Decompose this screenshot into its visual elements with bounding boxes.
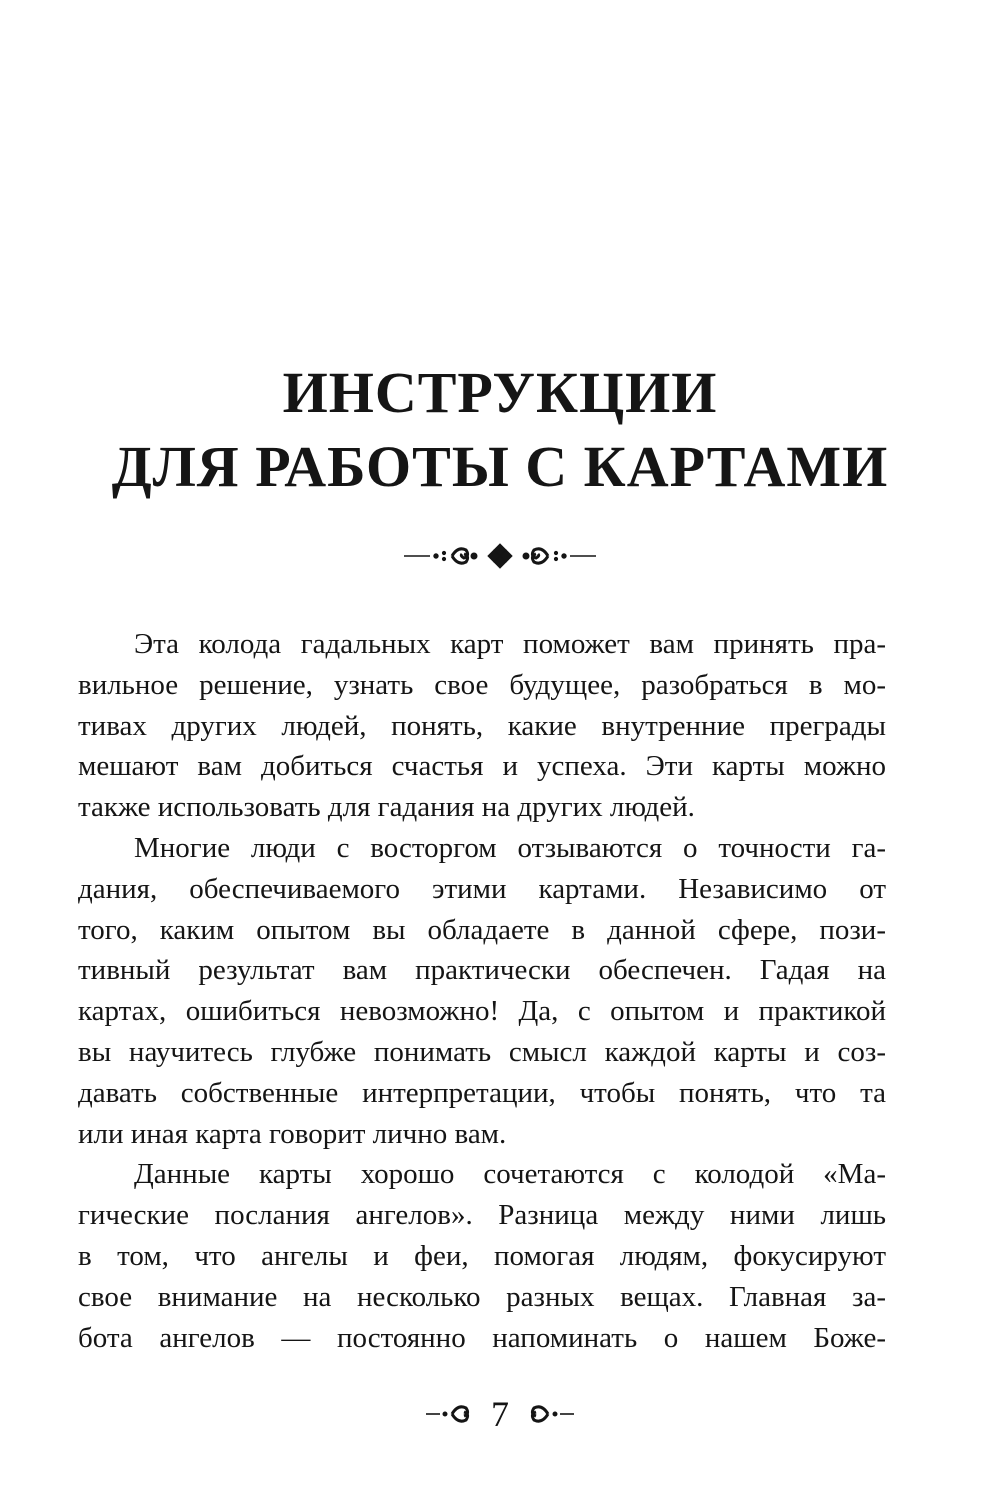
text-line: или иная карта говорит лично вам. (78, 1117, 507, 1150)
text-line: вы научитесь глубже понимать смысл каждой карты и соз- (78, 1035, 886, 1068)
text-line: в том, что ангелы и феи, помогая людям, фокусируют (78, 1239, 886, 1272)
text-line: Многие люди с восторгом отзываются о точности га- (134, 831, 886, 864)
chapter-title-line-1: ИНСТРУКЦИИ (282, 360, 718, 425)
paragraph-2 (78, 828, 886, 1154)
text-line: гические послания ангелов». Разница между ними лишь (78, 1199, 886, 1232)
text-line: тивах других людей, понять, какие внутренние преграды (78, 709, 886, 742)
text-line: также использовать для гадания на других людей. (78, 791, 695, 824)
text-line: бота ангелов — постоянно напоминать о нашем Боже- (78, 1321, 886, 1354)
text-line: тивный результат вам практически обеспечен. Гадая на (78, 954, 886, 987)
ornament-flourish-icon (400, 538, 600, 574)
text-line: того, каким опытом вы обладаете в данной сфере, пози- (78, 913, 886, 946)
text-line: картах, ошибиться невозможно! Да, с опытом и практикой (78, 995, 886, 1028)
page-number-block (400, 1392, 600, 1436)
chapter-title-line-2: ДЛЯ РАБОТЫ С КАРТАМИ (111, 434, 889, 499)
text-line: Данные карты хорошо сочетаются с колодой «Ма- (134, 1158, 886, 1191)
page-number: 7 (491, 1394, 509, 1434)
paragraph-1 (78, 624, 886, 828)
text-line: дания, обеспечиваемого этими картами. Независимо от (78, 872, 886, 905)
text-line: вильное решение, узнать свое будущее, разобраться в мо- (78, 668, 886, 701)
paragraph-3 (78, 1154, 886, 1358)
text-line: Эта колода гадальных карт поможет вам принять пра- (134, 628, 886, 660)
text-line: свое внимание на несколько разных вещах. Главная за- (78, 1280, 886, 1313)
text-line: мешают вам добиться счастья и успеха. Эти карты можно (78, 750, 886, 783)
body-text (78, 624, 886, 1358)
text-line: давать собственные интерпретации, чтобы понять, что та (78, 1076, 886, 1109)
